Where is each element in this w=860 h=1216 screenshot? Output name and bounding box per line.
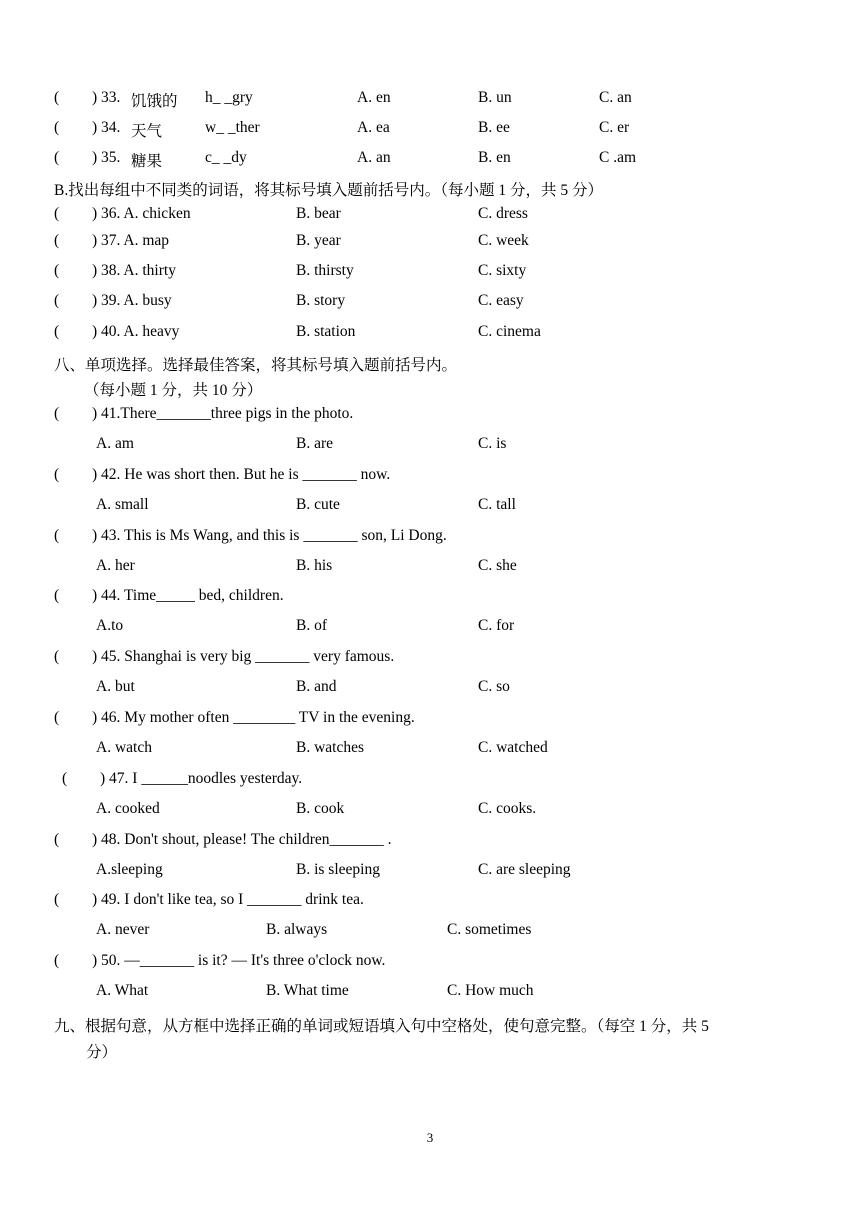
section-b-heading: B.找出每组中不同类的词语，将其标号填入题前括号内。（每小题 1 分，共 5 分） xyxy=(54,182,603,199)
answer-bracket[interactable]: ( xyxy=(54,232,60,249)
answer-slot xyxy=(54,465,391,484)
option-a[interactable]: A.sleeping xyxy=(96,860,163,878)
option-b[interactable]: B. station xyxy=(296,323,356,340)
answer-slot xyxy=(54,709,415,727)
answer-bracket[interactable]: ( xyxy=(54,292,60,309)
chinese-word: 糖果 xyxy=(131,153,163,170)
option-b[interactable]: B. un xyxy=(478,89,512,106)
answer-slot xyxy=(54,292,172,310)
option-c[interactable]: C. cooks. xyxy=(478,799,537,817)
option-c[interactable]: C. easy xyxy=(478,292,524,309)
option-a[interactable]: A. her xyxy=(96,556,135,574)
question-text: ) 43. This is Ms Wang, and this is _______ son, Li Dong. xyxy=(92,526,447,544)
option-b[interactable]: B. of xyxy=(296,617,327,635)
page-number: 3 xyxy=(426,1130,434,1145)
option-b[interactable]: B. year xyxy=(296,232,341,249)
option-a[interactable]: A. en xyxy=(357,89,391,106)
option-c[interactable]: C .am xyxy=(599,149,637,166)
answer-bracket[interactable]: ( xyxy=(54,952,60,970)
question-text: ) 40. A. heavy xyxy=(92,323,180,340)
option-b[interactable]: B. What time xyxy=(266,982,349,1000)
option-a[interactable]: A. What xyxy=(96,982,149,1000)
chinese-word: 饥饿的 xyxy=(131,93,178,110)
option-c[interactable]: C. are sleeping xyxy=(478,860,571,878)
option-b[interactable]: B. cook xyxy=(296,799,345,817)
answer-bracket[interactable]: ( xyxy=(54,587,60,605)
question-number: ) 35. xyxy=(92,149,121,166)
word-pattern: h_ _gry xyxy=(205,89,253,106)
question-text: ) 41.There_______three pigs in the photo. xyxy=(92,405,354,422)
word-pattern: w_ _ther xyxy=(205,119,260,136)
option-c[interactable]: C. an xyxy=(599,89,632,106)
option-c[interactable]: C. cinema xyxy=(478,323,541,340)
option-b[interactable]: B. watches xyxy=(296,739,365,756)
answer-slot xyxy=(54,830,392,849)
question-number: ) 33. xyxy=(92,89,121,106)
answer-bracket[interactable]: ( xyxy=(54,526,60,544)
answer-slot xyxy=(54,952,386,970)
section-8-subheading: （每小题 1 分，共 10 分） xyxy=(84,382,263,399)
answer-bracket[interactable]: ( xyxy=(54,149,60,166)
question-text: ) 42. He was short then. But he is _______ now. xyxy=(92,465,391,483)
question-text: ) 38. A. thirty xyxy=(92,262,176,279)
option-b[interactable]: B. ee xyxy=(478,119,510,136)
answer-slot xyxy=(54,648,395,666)
answer-slot xyxy=(54,891,364,909)
question-text: ) 48. Don't shout, please! The children_______ . xyxy=(92,830,392,848)
question-text: ) 49. I don't like tea, so I _______ drink tea. xyxy=(92,891,364,909)
answer-slot xyxy=(54,89,121,107)
option-c[interactable]: C. tall xyxy=(478,495,516,513)
answer-bracket[interactable]: ( xyxy=(54,709,60,726)
question-text: ) 46. My mother often ________ TV in the evening. xyxy=(92,709,415,726)
option-c[interactable]: C. dress xyxy=(478,205,528,222)
question-text: ) 39. A. busy xyxy=(92,292,172,309)
answer-slot xyxy=(62,769,303,788)
answer-slot xyxy=(54,149,121,167)
option-a[interactable]: A. small xyxy=(96,495,149,513)
answer-bracket[interactable]: ( xyxy=(54,262,60,279)
option-b[interactable]: B. cute xyxy=(296,495,340,513)
section-9-heading: 九、根据句意，从方框中选择正确的单词或短语填入句中空格处，使句意完整。（每空 1 分，共 5 xyxy=(54,1018,709,1035)
question-text: ) 36. A. chicken xyxy=(92,205,191,222)
answer-bracket[interactable]: ( xyxy=(54,830,60,848)
question-text: ) 37. A. map xyxy=(92,232,170,249)
answer-bracket[interactable]: ( xyxy=(54,119,60,136)
answer-slot xyxy=(54,587,284,605)
answer-bracket[interactable]: ( xyxy=(54,891,60,909)
option-c[interactable]: C. so xyxy=(478,678,510,696)
option-b[interactable]: B. always xyxy=(266,921,328,939)
option-c[interactable]: C. How much xyxy=(447,982,534,1000)
option-a[interactable]: A. never xyxy=(96,921,150,939)
section-8-heading: 八、单项选择。选择最佳答案，将其标号填入题前括号内。 xyxy=(54,357,458,374)
question-text: ) 50. —_______ is it? — It's three o'clock now. xyxy=(92,952,386,970)
option-a[interactable]: A. but xyxy=(96,678,135,696)
answer-slot xyxy=(54,119,121,137)
answer-bracket[interactable]: ( xyxy=(62,769,68,787)
option-b[interactable]: B. are xyxy=(296,435,334,452)
chinese-word: 天气 xyxy=(131,123,163,140)
option-a[interactable]: A. cooked xyxy=(96,799,160,817)
option-c[interactable]: C. is xyxy=(478,435,507,452)
option-b[interactable]: B. is sleeping xyxy=(296,860,380,878)
option-c[interactable]: C. sometimes xyxy=(447,921,532,939)
option-b[interactable]: B. and xyxy=(296,678,337,696)
option-c[interactable]: C. she xyxy=(478,556,517,574)
answer-bracket[interactable]: ( xyxy=(54,323,60,340)
answer-bracket[interactable]: ( xyxy=(54,465,60,483)
option-b[interactable]: B. en xyxy=(478,149,511,166)
answer-slot xyxy=(54,405,354,423)
option-a[interactable]: A. watch xyxy=(96,739,152,756)
option-c[interactable]: C. er xyxy=(599,119,630,136)
answer-bracket[interactable]: ( xyxy=(54,89,60,106)
option-a[interactable]: A. ea xyxy=(357,119,390,136)
option-c[interactable]: C. watched xyxy=(478,739,548,756)
option-b[interactable]: B. his xyxy=(296,556,333,574)
option-b[interactable]: B. bear xyxy=(296,205,341,222)
option-a[interactable]: A.to xyxy=(96,617,124,635)
question-text: ) 47. I ______noodles yesterday. xyxy=(100,769,303,787)
answer-bracket[interactable]: ( xyxy=(54,405,60,422)
option-c[interactable]: C. week xyxy=(478,232,529,249)
question-text: ) 45. Shanghai is very big _______ very famous. xyxy=(92,648,395,666)
option-a[interactable]: A. an xyxy=(357,149,391,166)
answer-slot xyxy=(54,323,180,341)
question-text: ) 44. Time_____ bed, children. xyxy=(92,587,284,605)
option-b[interactable]: B. story xyxy=(296,292,346,309)
answer-bracket[interactable]: ( xyxy=(54,205,60,222)
answer-bracket[interactable]: ( xyxy=(54,648,60,666)
question-number: ) 34. xyxy=(92,119,121,136)
section-9-heading-cont: 分） xyxy=(86,1044,118,1061)
option-c[interactable]: C. for xyxy=(478,617,515,635)
answer-slot xyxy=(54,262,176,280)
option-c[interactable]: C. sixty xyxy=(478,262,527,279)
option-b[interactable]: B. thirsty xyxy=(296,262,354,279)
option-a[interactable]: A. am xyxy=(96,435,134,452)
answer-slot xyxy=(54,205,191,223)
word-pattern: c_ _dy xyxy=(205,149,247,166)
answer-slot xyxy=(54,232,170,250)
answer-slot xyxy=(54,526,447,545)
